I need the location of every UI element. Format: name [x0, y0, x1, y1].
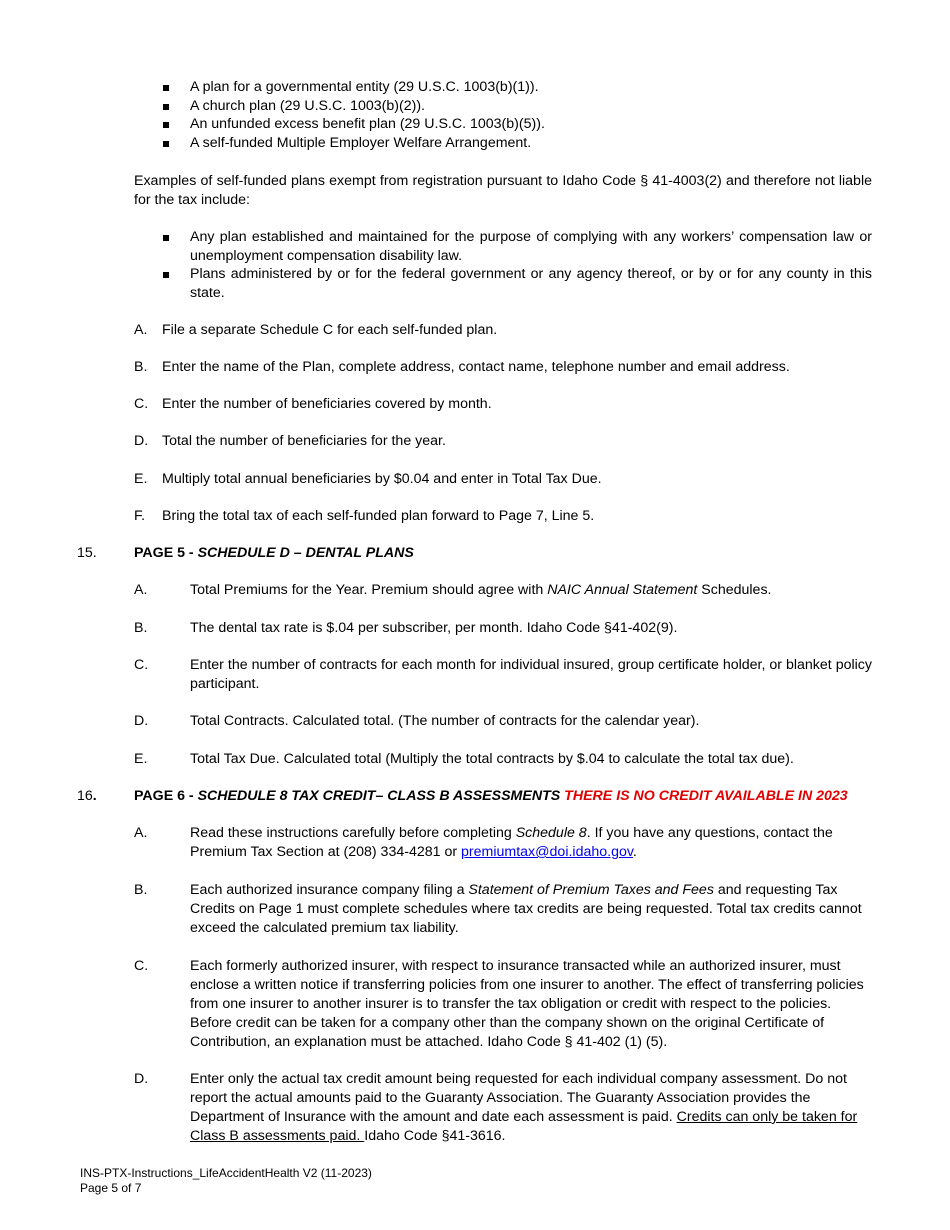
bullet-marker — [163, 272, 169, 278]
footer-form-id: INS-PTX-Instructions_LifeAccidentHealth V2 (11-2023) — [80, 1166, 372, 1180]
step-letter: B. — [134, 359, 148, 375]
item-text-part: and requesting Tax Credits on Page 1 must complete schedules where tax credits are being requested. Total tax credits cannot exceed the calculated premium tax liability. — [190, 882, 862, 936]
bullet-marker — [163, 141, 169, 147]
step-letter: C. — [134, 396, 149, 412]
step-letter: A. — [134, 322, 148, 338]
item-letter: A. — [134, 582, 148, 598]
item-text — [190, 581, 872, 600]
section-number — [77, 787, 97, 806]
item-text: The dental tax rate is $.04 per subscriber, per month. Idaho Code §41-402(9). — [190, 620, 678, 636]
item-text-part: Idaho Code §41-3616. — [364, 1128, 506, 1144]
step-letter: F. — [134, 508, 146, 524]
item-text: Total Tax Due. Calculated total (Multiply the total contracts by $.04 to calculate the total tax due). — [190, 751, 794, 767]
section-heading — [134, 544, 872, 563]
item-text-part: Total Premiums for the Year. Premium should agree with — [190, 582, 548, 598]
item-text-italic: NAIC Annual Statement — [547, 582, 698, 598]
no-credit-notice: THERE IS NO CREDIT AVAILABLE IN 2023 — [564, 788, 848, 804]
list-item: A plan for a governmental entity (29 U.S.C. 1003(b)(1)). — [190, 79, 539, 95]
item-text-part: . — [632, 844, 637, 860]
item-text-part: . If you have any questions, contact the Premium Tax Section at (208) 334-4281 or — [190, 825, 833, 860]
heading-page: PAGE 6 - — [134, 788, 198, 804]
item-text-part: Schedules. — [697, 582, 772, 598]
item-text-part: Read these instructions carefully before completing — [190, 825, 516, 841]
examples-intro: Examples of self-funded plans exempt from registration pursuant to Idaho Code § 41-4003(2) and therefore not liable for the tax include: — [134, 173, 872, 208]
step-text: File a separate Schedule C for each self-funded plan. — [162, 322, 498, 338]
section-number-dot: . — [92, 788, 97, 804]
item-text: Enter the number of contracts for each month for individual insured, group certificate holder, or blanket policy participant. — [190, 657, 872, 692]
item-letter: E. — [134, 751, 148, 767]
section-number: 15. — [77, 545, 97, 561]
item-text — [190, 881, 872, 938]
item-text: Each formerly authorized insurer, with respect to insurance transacted while an authorized insurer, must enclose a written notice if transferring policies from one insurer to another. The effect of transferring policies from one insurer to another insurer is to transfer the tax obligation or credit with respect to the policies. Before credit can be taken for a company other than the company shown on the original Certificate of Contribution, an explanation must be attached. Idaho Code § 41-402 (1) (5). — [190, 958, 864, 1050]
item-letter: D. — [134, 1071, 149, 1087]
step-letter: E. — [134, 471, 148, 487]
bullet-marker — [163, 104, 169, 110]
item-text-italic: Schedule 8 — [515, 825, 587, 841]
premium-tax-email-link[interactable]: premiumtax@doi.idaho.gov — [461, 844, 633, 860]
item-letter: B. — [134, 882, 148, 898]
item-text-part: Each authorized insurance company filing a — [190, 882, 469, 898]
list-item: A self-funded Multiple Employer Welfare Arrangement. — [190, 135, 532, 151]
item-text — [190, 1070, 872, 1146]
list-item: Any plan established and maintained for the purpose of complying with any workers’ compensation law or unemployment compensation disability law. — [190, 229, 872, 264]
bullet-marker — [163, 235, 169, 241]
item-text: Total Contracts. Calculated total. (The number of contracts for the calendar year). — [190, 713, 700, 729]
heading-schedule: SCHEDULE D – DENTAL PLANS — [197, 545, 414, 561]
list-item: A church plan (29 U.S.C. 1003(b)(2)). — [190, 98, 425, 114]
heading-page: PAGE 5 - — [134, 545, 198, 561]
item-letter: A. — [134, 825, 148, 841]
item-letter: C. — [134, 657, 149, 673]
heading-schedule: SCHEDULE 8 TAX CREDIT– CLASS B ASSESSMENTS — [197, 788, 561, 804]
list-item: Plans administered by or for the federal government or any agency thereof, or by or for any county in this state. — [190, 266, 872, 301]
footer-page-number: Page 5 of 7 — [80, 1181, 142, 1195]
item-text-part: Enter only the actual tax credit amount being requested for each individual company assessment. Do not report the actual amounts paid to the Guaranty Association. The Guaranty Association provides the Department of Insurance with the amount and date each assessment is paid. — [190, 1071, 847, 1125]
step-letter: D. — [134, 433, 149, 449]
step-text: Bring the total tax of each self-funded plan forward to Page 7, Line 5. — [162, 508, 595, 524]
section-number-digits: 16 — [77, 788, 93, 804]
section-heading — [134, 787, 872, 806]
step-text: Enter the number of beneficiaries covered by month. — [162, 396, 492, 412]
list-item: An unfunded excess benefit plan (29 U.S.C. 1003(b)(5)). — [190, 116, 545, 132]
item-letter: B. — [134, 620, 148, 636]
item-text-italic: Statement of Premium Taxes and Fees — [468, 882, 714, 898]
item-letter: D. — [134, 713, 149, 729]
step-text: Multiply total annual beneficiaries by $0.04 and enter in Total Tax Due. — [162, 471, 602, 487]
item-text — [190, 824, 872, 862]
item-letter: C. — [134, 958, 149, 974]
step-text: Enter the name of the Plan, complete address, contact name, telephone number and email address. — [162, 359, 790, 375]
bullet-marker — [163, 122, 169, 128]
item-text-underlined: Credits can only be taken for Class B assessments paid. — [190, 1109, 858, 1144]
bullet-marker — [163, 85, 169, 91]
step-text: Total the number of beneficiaries for the year. — [162, 433, 446, 449]
